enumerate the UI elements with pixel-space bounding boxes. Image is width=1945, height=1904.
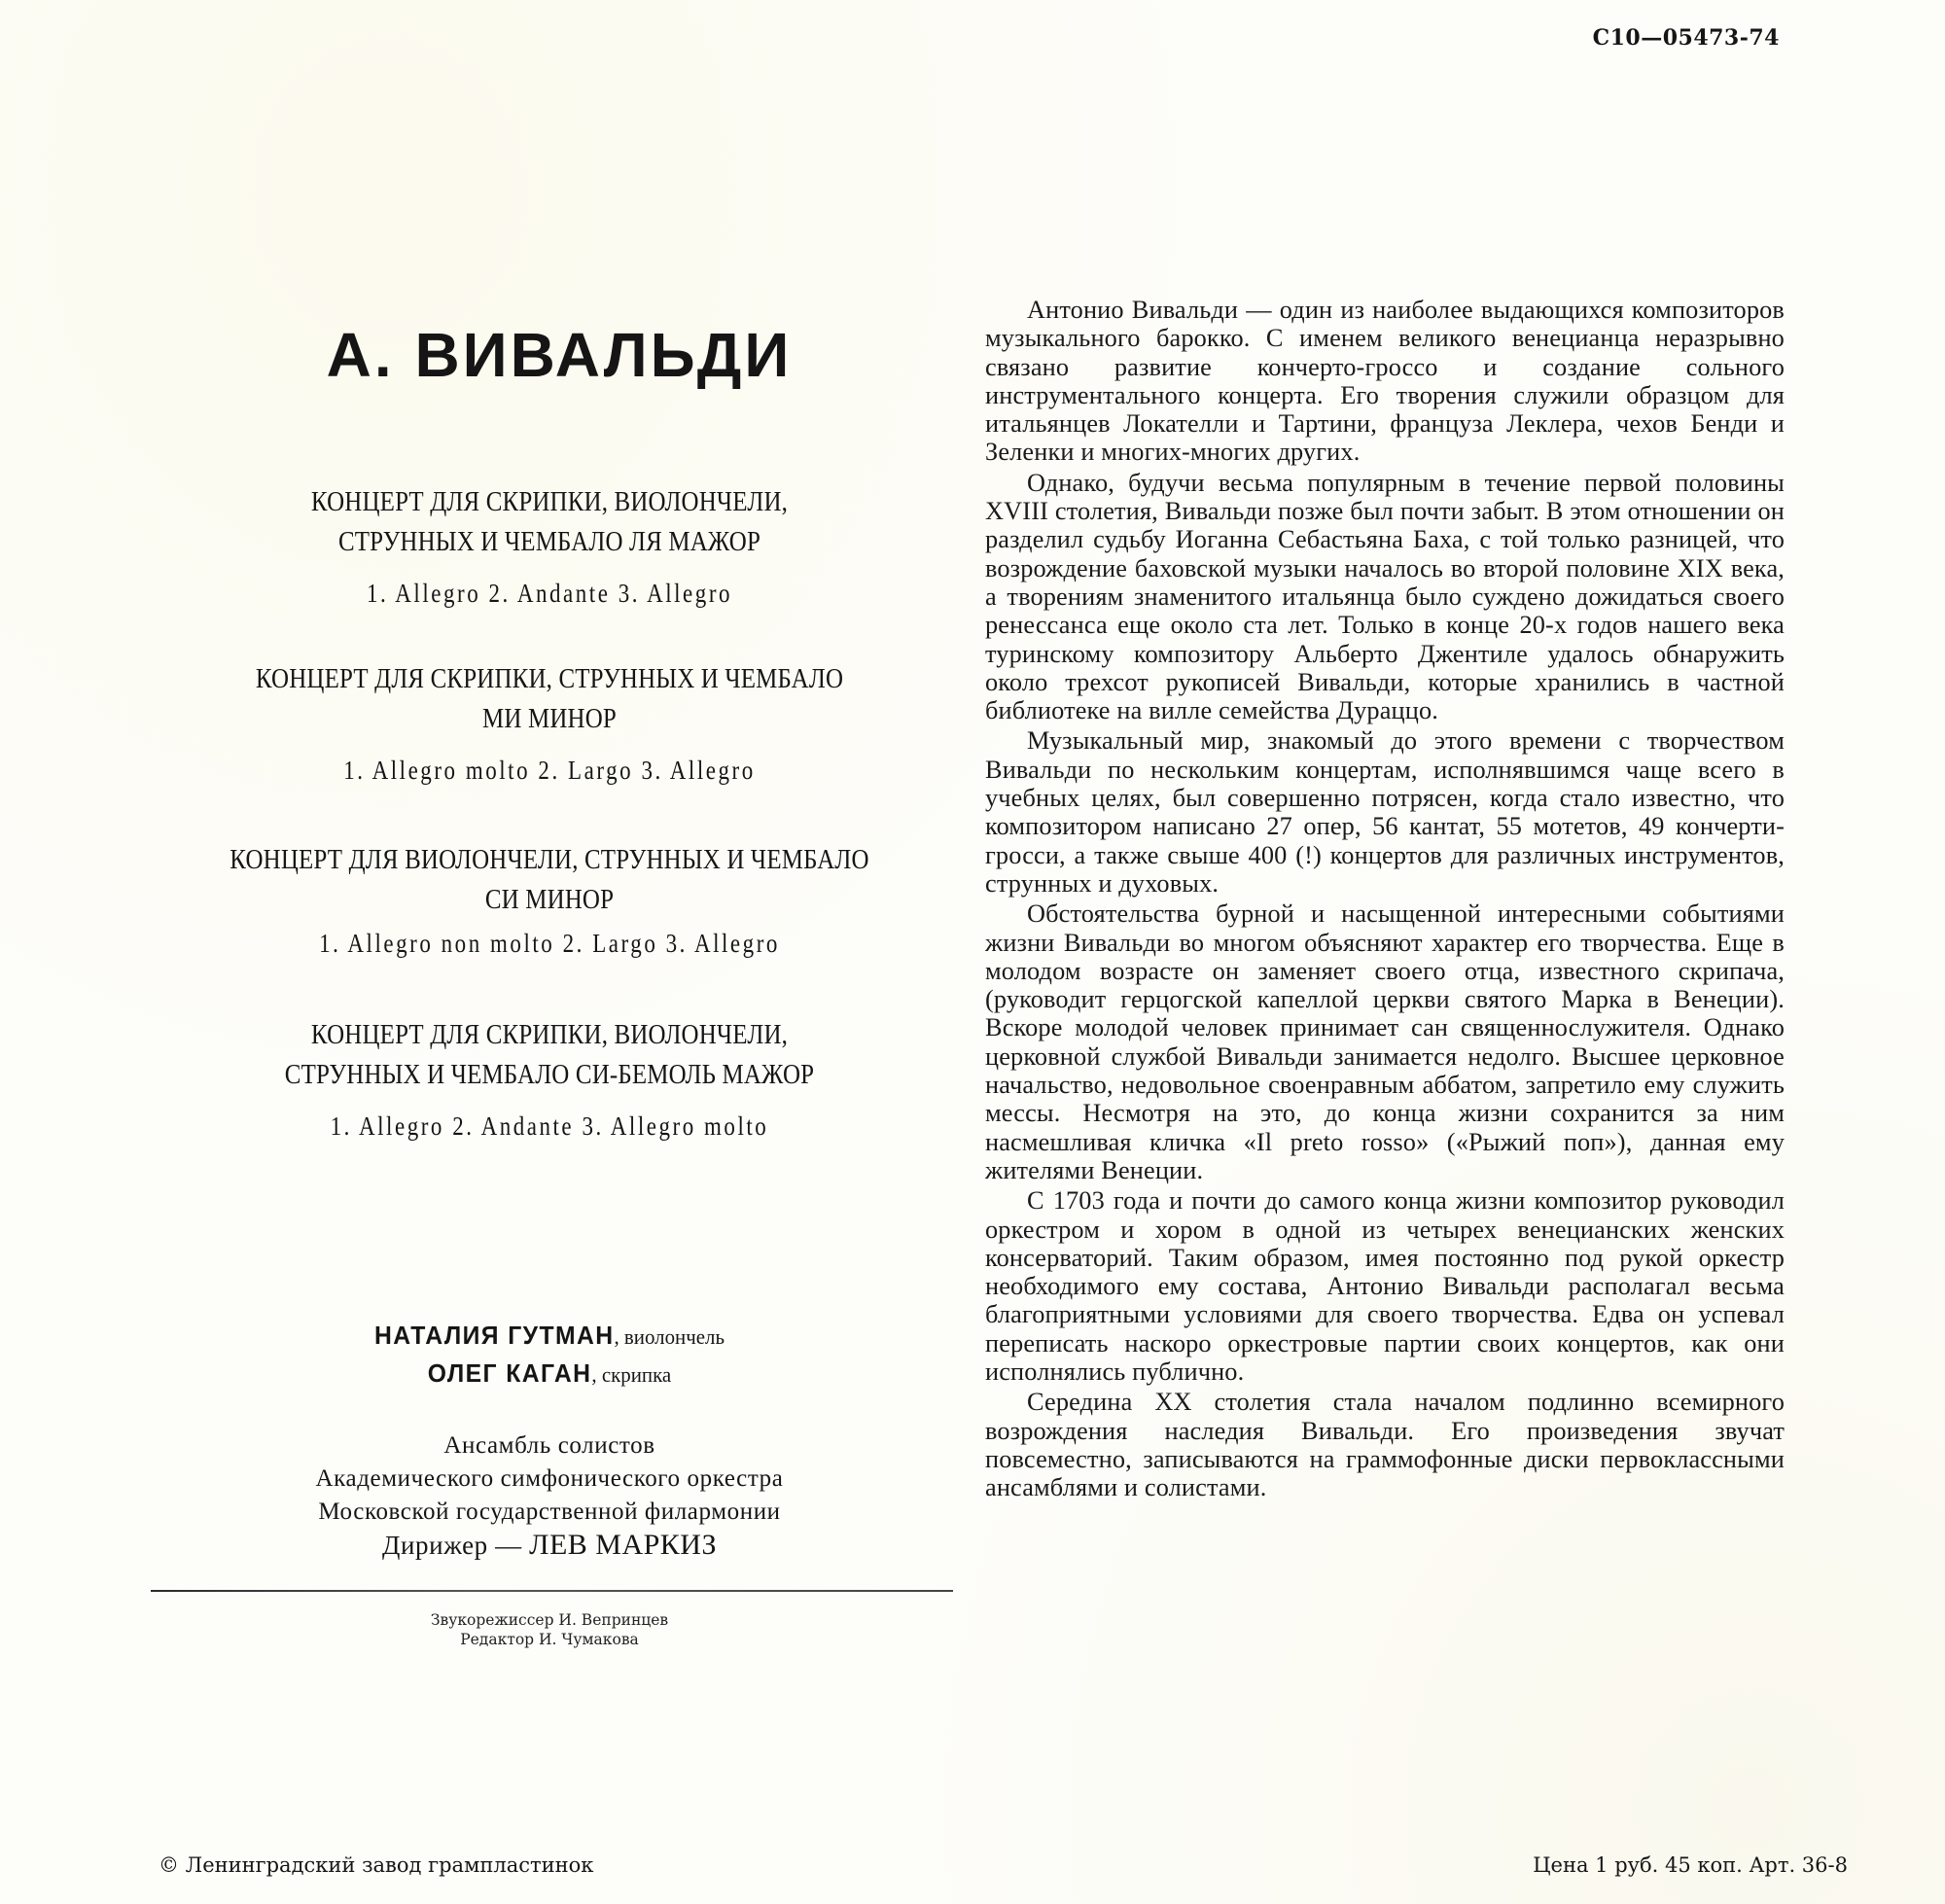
catalog-number: С10—05473-74 [1592, 25, 1780, 51]
article-paragraph: Антонио Вивальди — один из наиболее выдающихся композиторов музыкального барокко. С именем великого венецианца неразрывно связано развитие кончерто-гроссо и создание сольного инструментального концерта. Его творения служили образцом для итальянцев Локателли и Тартини, француза Леклера, чехов Бенди и Зеленки и многих-многих других. [985, 296, 1785, 467]
concerto-title-line: КОНЦЕРТ ДЛЯ СКРИПКИ, ВИОЛОНЧЕЛИ, [310, 1019, 789, 1050]
performer-role: , скрипка [591, 1362, 672, 1387]
concerto-movements: 1. Allegro non molto 2. Largo 3. Allegro [319, 929, 780, 958]
article-paragraph: Обстоятельства бурной и насыщенной интересными событиями жизни Вивальди во многом объясняют характер его творчества. Еще в молодом возрасте он заменяет своего отца, известного скрипача, (руководит герцогской капеллой церкви святого Марка в Венеции). Вскоре молодой человек принимает сан священнослужителя. Однако церковной службой Вивальди занимается недолго. Высшее церковное начальство, недовольное своенравным аббатом, запретило ему служить мессы. Несмотря на это, до конца жизни сохранится за ним насмешливая кличка «Il preto rosso» («Рыжий поп»), данная ему жителями Венеции. [985, 899, 1785, 1184]
concerto-3 [146, 840, 953, 963]
divider-line [151, 1590, 953, 1592]
program-column [146, 311, 953, 1648]
performer-line [166, 1319, 934, 1357]
concerto-title-line: КОНЦЕРТ ДЛЯ СКРИПКИ, ВИОЛОНЧЕЛИ, [310, 486, 789, 517]
concerto-title-line: КОНЦЕРТ ДЛЯ СКРИПКИ, СТРУННЫХ И ЧЕМБАЛО [255, 663, 844, 694]
article-paragraph: Однако, будучи весьма популярным в течение первой половины XVIII столетия, Вивальди позже был почти забыт. В этом отношении он разделил судьбу Иоганна Себастьяна Баха, с той только разницей, что возрождение баховской музыки началось во второй половине XIX века, а творениям знаменитого итальянца было суждено дожидаться своего ренессанса еще около ста лет. Только в конце 20-х годов нашего века туринскому композитору Альберто Джентиле удалось обнаружить около трехсот рукописей Вивальди, которые хранились в частной библиотеке на вилле семейства Дураццо. [985, 468, 1785, 725]
performers [146, 1319, 953, 1394]
conductor-line [146, 1529, 953, 1562]
concerto-2 [146, 659, 953, 790]
concerto-4 [146, 1015, 953, 1146]
publisher-copyright: © Ленинградский завод грампластинок [159, 1853, 594, 1877]
concerto-1 [146, 482, 953, 613]
conductor-name: ЛЕВ МАРКИЗ [529, 1529, 718, 1561]
ensemble-block [146, 1429, 953, 1562]
production-credits [146, 1610, 953, 1649]
performer-name: НАТАЛИЯ ГУТМАН [374, 1321, 615, 1350]
article-paragraph: Середина XX столетия стала началом подлинно всемирного возрождения наследия Вивальди. Его произведения звучат повсеместно, записываются на граммофонные диски первоклассными ансамблями и солистами. [985, 1388, 1785, 1502]
concerto-movements: 1. Allegro 2. Andante 3. Allegro [366, 579, 733, 608]
concerto-title-line: СТРУННЫХ И ЧЕМБАЛО СИ-БЕМОЛЬ МАЖОР [284, 1059, 815, 1090]
concerto-title-line: СТРУННЫХ И ЧЕМБАЛО ЛЯ МАЖОР [337, 526, 761, 557]
liner-notes-article [985, 296, 1785, 1503]
performer-line [166, 1357, 934, 1394]
sound-engineer-credit: Звукорежиссер И. Вепринцев [430, 1611, 669, 1629]
conductor-label: Дирижер — [381, 1531, 530, 1560]
ensemble-line: Московской государственной филармонии [318, 1499, 781, 1525]
concerto-title-line: КОНЦЕРТ ДЛЯ ВИОЛОНЧЕЛИ, СТРУННЫХ И ЧЕМБАЛО [230, 844, 869, 875]
article-paragraph: Музыкальный мир, знакомый до этого времени с творчеством Вивальди по нескольким концертам, исполнявшимся чаще всего в учебных целях, был совершенно потрясен, когда стало известно, что композитором написано 27 опер, 56 кантат, 55 мотетов, 49 кончерти-гросси, а также свыше 400 (!) концертов для различных инструментов, струнных и духовых. [985, 726, 1785, 898]
concerto-title-line: МИ МИНОР [482, 703, 617, 734]
performer-name: ОЛЕГ КАГАН [427, 1358, 592, 1388]
price-label: Цена 1 руб. 45 коп. Арт. 36-8 [1533, 1853, 1848, 1877]
concerto-title-line: СИ МИНОР [484, 884, 615, 915]
composer-title: А. ВИВАЛЬДИ [326, 320, 793, 390]
ensemble-line: Академического симфонического оркестра [315, 1465, 784, 1492]
concerto-movements: 1. Allegro molto 2. Largo 3. Allegro [343, 756, 756, 785]
ensemble-line: Ансамбль солистов [443, 1432, 655, 1459]
article-paragraph: С 1703 года и почти до самого конца жизни композитор руководил оркестром и хором в одной из четырех венецианских женских консерваторий. Таким образом, имея постоянно под рукой оркестр необходимого ему состава, Антонио Вивальди располагал весьма благоприятными условиями для своего творчества. Едва он успевал переписать наскоро оркестровые партии своих концертов, как они исполнялись публично. [985, 1186, 1785, 1386]
concerto-movements: 1. Allegro 2. Andante 3. Allegro molto [330, 1111, 769, 1141]
editor-credit: Редактор И. Чумакова [460, 1631, 639, 1648]
performer-role: , виолончель [614, 1324, 725, 1349]
